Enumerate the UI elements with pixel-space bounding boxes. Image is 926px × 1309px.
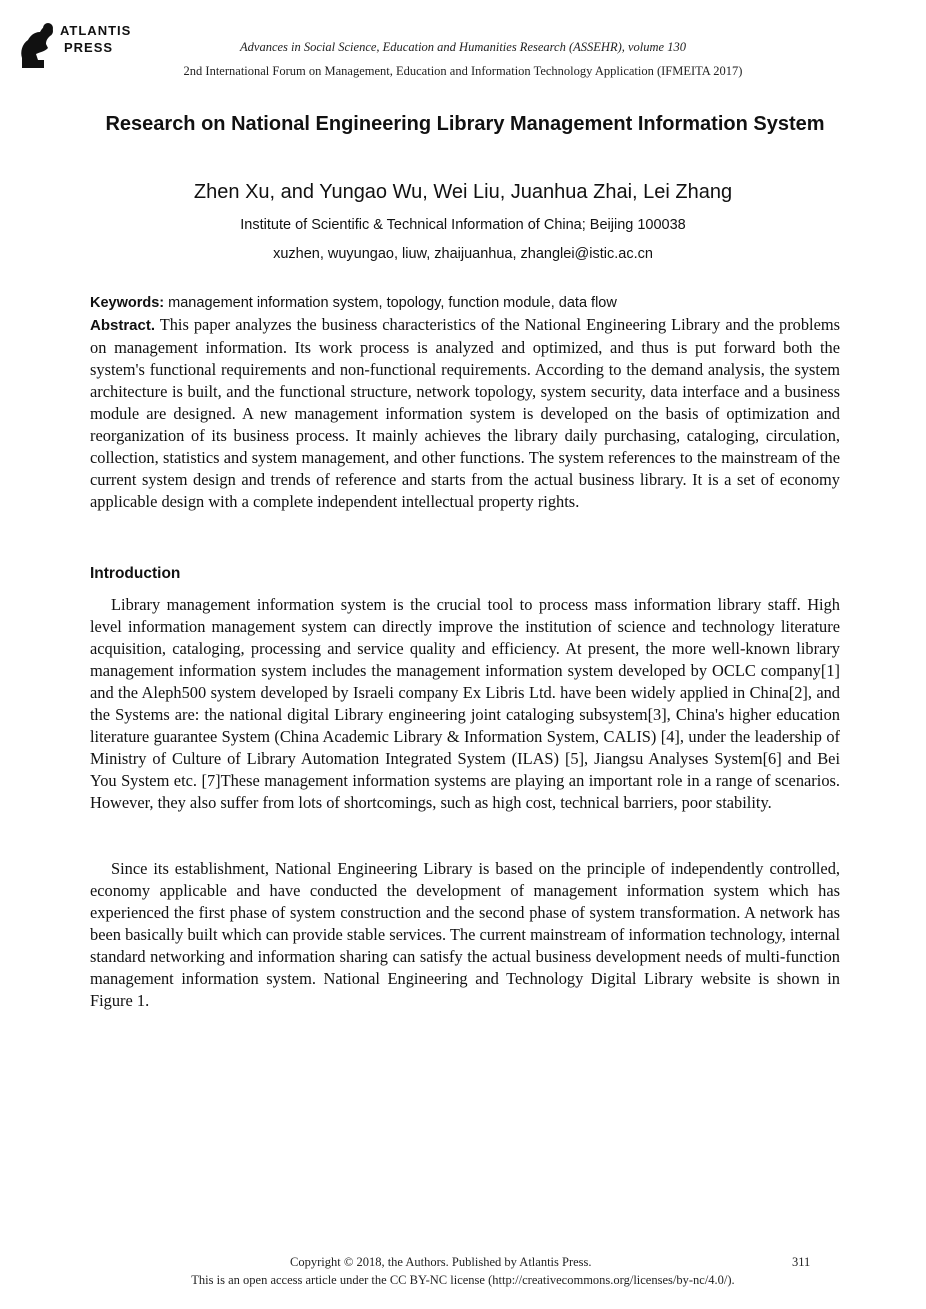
introduction-paragraph: Library management information system is the crucial tool to process mass information library staff. High level information management system can directly improve the institution of science and technology literature acquisition, cataloging, processing and service quality and efficiency. At present, the more well-known library management information system includes the management information system developed by OCLC company[1] and the Aleph500 system developed by Israeli company Ex Libris Ltd. have been widely applied in China[2], and the Systems are: the national digital Library engineering joint cataloging subsystem[3], China's higher education literature guarantee System (China Academic Library & Information System, CALIS) [4], under the leadership of Ministry of Culture of Library Automation Integrated System (ILAS) [5], Jiangsu Analyses System[6] and Bei You System etc. [7]These management information systems are playing an important role in a range of scenarios. However, they also suffer from lots of shortcomings, such as high cost, technical barriers, poor stability.	[90, 595, 840, 812]
introduction-paragraph: Since its establishment, National Engineering Library is based on the principle of independently controlled, economy applicable and have conducted the development of management information system which has experienced the first phase of system construction and the second phase of system transformation. A network has been basically built which can provide stable services. The current mainstream of information technology, internal standard networking and information sharing can satisfy the actual business development needs of multi-function management information system. National Engineering and Technology Digital Library website is shown in Figure 1.	[90, 859, 840, 1010]
author-emails: xuzhen, wuyungao, liuw, zhaijuanhua, zhanglei@istic.ac.cn	[273, 246, 653, 262]
logo-line-2: PRESS	[64, 40, 114, 55]
keywords-label: Keywords:	[90, 295, 165, 311]
affiliation: Institute of Scientific & Technical Information of China; Beijing 100038	[240, 217, 686, 233]
abstract	[90, 314, 840, 513]
conference-header: 2nd International Forum on Management, Education and Information Technology Application (IFMEITA 2017)	[183, 64, 743, 78]
keywords	[90, 295, 840, 311]
paper-title: Research on National Engineering Library Management Information System	[105, 113, 825, 135]
author-list: Zhen Xu, and Yungao Wu, Wei Liu, Juanhua Zhai, Lei Zhang	[193, 181, 733, 203]
license-notice: This is an open access article under the CC BY-NC license (http://creativecommons.org/licenses/by-nc/4.0/).	[191, 1273, 735, 1287]
logo-line-1: ATLANTIS	[60, 23, 132, 38]
keywords-text: management information system, topology, function module, data flow	[164, 295, 617, 311]
abstract-text: This paper analyzes the business characteristics of the National Engineering Library and the problems on management information. Its work process is analyzed and optimized, and thus is put forward both the system's functional requirements and non-functional requirements. According to the demand analysis, the system architecture is built, and the functional structure, network topology, system security, data interface and a business module are designed. A new management information system is developed on the basis of optimization and reorganization of its business process. It mainly achieves the library daily purchasing, cataloging, circulation, collection, statistics and system management, and other functions. The system references to the mainstream of the current system design and trends of reference and starts from the actual business library. It is a set of economy applicable design with a complete independent intellectual property rights.	[90, 315, 840, 511]
abstract-label: Abstract.	[90, 317, 156, 334]
series-header: Advances in Social Science, Education and Humanities Research (ASSEHR), volume 130	[240, 40, 686, 54]
section-heading-introduction: Introduction	[90, 565, 181, 582]
copyright-notice: Copyright © 2018, the Authors. Published by Atlantis Press.	[290, 1255, 592, 1269]
page-number: 311	[792, 1255, 811, 1269]
